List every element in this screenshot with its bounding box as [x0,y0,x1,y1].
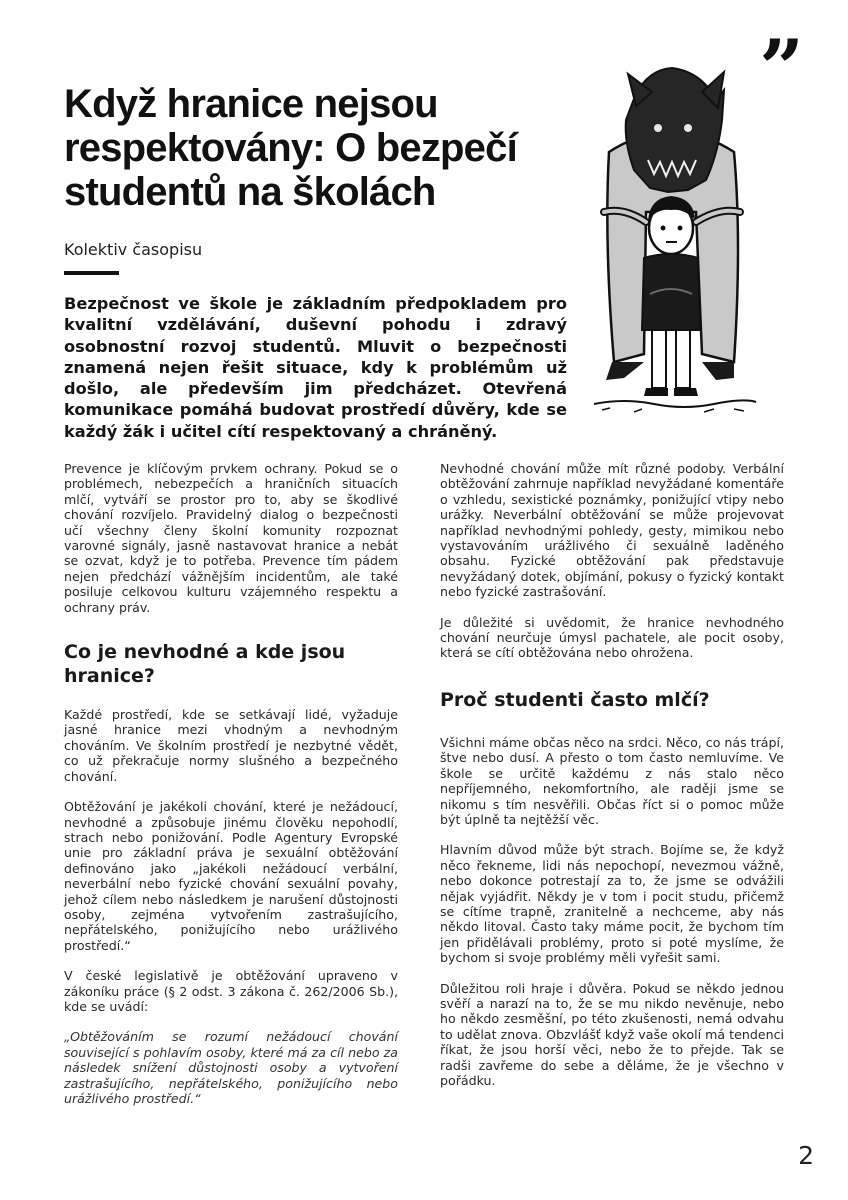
article-title: Když hranice nejsou respektovány: O bezpečí studentů na školách [64,82,517,214]
body-paragraph: Hlavním důvod může být strach. Bojíme se, že když něco řekneme, lidi nás nepochopí, nevezmou vážně, nebo dokonce potrestají za to, že jsme se odvážili nějak vyjádřit. Někdy je v tom i pocit studu, přičemž se cítíme trapně, zranitelně a nechceme, aby nás někdo litoval. Často taky máme pocit, že bychom tím jen přidělávali problémy, proto si poté myslíme, že bychom si svoje problémy měli vyřešit sami. [440,842,784,966]
page-number: 2 [798,1141,814,1170]
body-paragraph: Každé prostředí, kde se setkávají lidé, vyžaduje jasné hranice mezi vhodným a nevhodným chováním. Ve školním prostředí je nezbytné vědět, co už překračuje normy slušného a bezpečného chování. [64,707,398,784]
decorative-quote-mark: ” [759,23,804,114]
right-column [440,461,784,1103]
body-paragraph: Obtěžování je jakékoli chování, které je nežádoucí, nevhodné a způsobuje jinému člověku nepohodlí, strach nebo ponižování. Podle Agentury Evropské unie pro základní práva je sexuální obtěžování definováno jako „jakékoli nežádoucí verbální, neverbální nebo fyzické chování sexuální povahy, jehož cílem nebo následkem je narušení důstojnosti osoby, zejména vytvořením zastrašujícího, nepřátelského, ponižujícího nebo urážlivého prostředí.“ [64,799,398,953]
title-divider [64,271,119,275]
section-heading: Proč studenti často mlčí? [440,688,710,711]
lead-paragraph: Bezpečnost ve škole je základním předpokladem pro kvalitní vzdělávání, duševní pohodu i zdravý osobnostní rozvoj studentů. Mluvit o bezpečnosti znamená nejen řešit situace, kdy k problémům už došlo, ale především jim předcházet. Otevřená komunikace pomáhá budovat prostředí důvěry, kde se každý žák i učitel cítí respektovaný a chráněný. [64,294,567,441]
body-paragraph: Je důležité si uvědomit, že hranice nevhodného chování neurčuje úmysl pachatele, ale pocit osoby, která se cítí obtěžována nebo ohrožena. [440,614,784,661]
section-heading: Co je nevhodné a kde jsou hranice? [64,641,346,688]
left-column [64,461,398,1121]
body-paragraph: V české legislativě je obtěžování upraveno v zákoníku práce (§ 2 odst. 3 zákona č. 262/2006 Sb.), kde se uvádí: [64,968,398,1014]
body-paragraph: Důležitou roli hraje i důvěra. Pokud se někdo jednou svěří a narazí na to, že se mu nikdo nevěnuje, nebo ho někdo zesměšní, po této zkušenosti, nemá odvahu to udělat znova. Obzvlášť když vaše okolí má tendenci říkat, že jsou horší věci, nebo že to přejde. Tak se radši zavřeme do sebe a děláme, že je všechno v pořádku. [440,980,784,1088]
wolf-and-student-illustration [584,62,760,422]
article-author: Kolektiv časopisu [64,240,203,259]
legal-quote: „Obtěžováním se rozumí nežádoucí chování související s pohlavím osoby, které má za cíl nebo za následek snížení důstojnosti osoby a vytvoření zastrašujícího, nepřátelského, ponižujícího nebo urážlivého prostředí.“ [64,1029,398,1106]
body-paragraph: Prevence je klíčovým prvkem ochrany. Pokud se o problémech, nebezpečích a hraničních situacích mlčí, vytváří se prostor pro to, aby se škodlivé chování rozvíjelo. Pravidelný dialog o bezpečnosti učí všechny členy školní komunity rozpoznat varovné signály, jasně nastavovat hranice a nebát se ozvat, když je to potřeba. Prevence tím pádem nejen předchází vážnějším incidentům, ale také posiluje celkovou kulturu vzájemného respektu a ochrany práv. [64,461,398,615]
body-paragraph: Všichni máme občas něco na srdci. Něco, co nás trápí, štve nebo dusí. A přesto o tom často nemluvíme. Ve škole se určitě každému z nás stalo něco nepříjemného, nekomfortního, ale raději jsme se nikomu s tím nesvěřili. Občas říct si o pomoc může být úplně ta nejtěžší věc. [440,734,785,827]
body-paragraph: Nevhodné chování může mít různé podoby. Verbální obtěžování zahrnuje například nevyžádané komentáře o vzhledu, sexistické poznámky, ponižující vtipy nebo urážky. Neverbální obtěžování se může projevovat například nevhodnými pohledy, gesty, mimikou nebo vystavováním urážlivého či sexuálně laděného obsahu. Fyzické obtěžování pak představuje nevyžádaný dotek, objímání, pokusy o fyzický kontakt nebo fyzické zastrašování. [440,461,784,600]
